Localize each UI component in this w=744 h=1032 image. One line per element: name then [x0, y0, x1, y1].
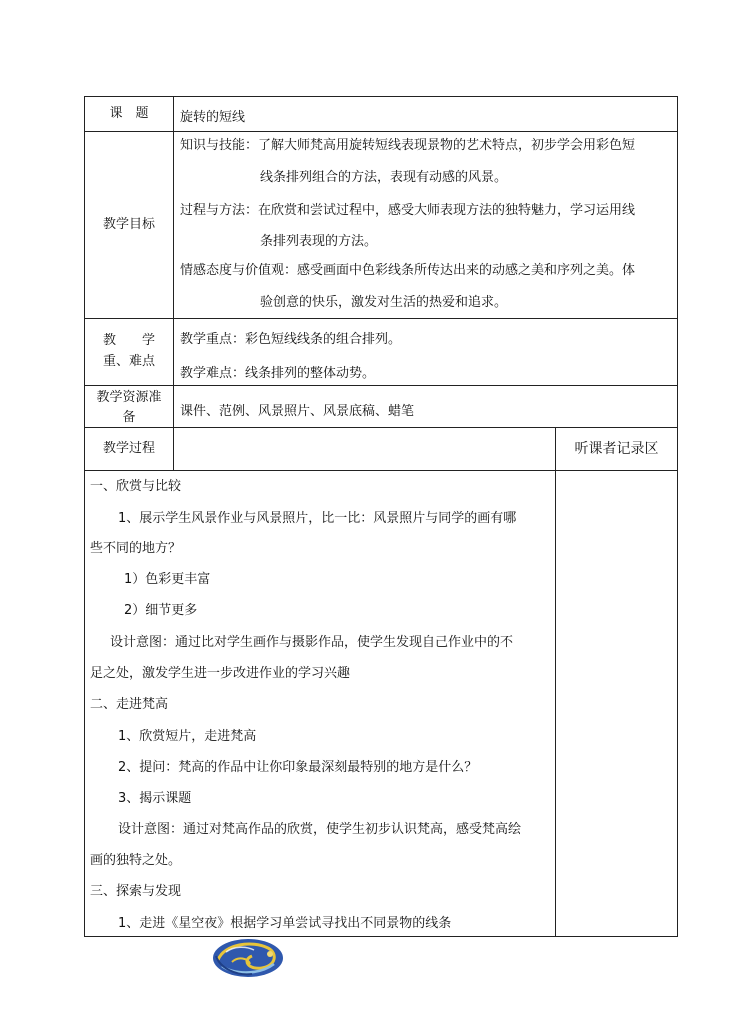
objective-line: 验创意的快乐，激发对生活的热爱和追求。: [260, 295, 508, 310]
section-heading: 三、探索与发现: [90, 884, 182, 899]
process-label: 教学过程: [102, 441, 155, 456]
notes-area-label: 听课者记录区: [574, 441, 659, 457]
objective-line: 情感态度与价值观：感受画面中色彩线条所传达出来的动感之美和序列之美。体: [180, 263, 636, 278]
process-line: 1）色彩更丰富: [124, 572, 211, 587]
design-intent-line: 画的独特之处。: [90, 853, 182, 868]
process-line: 1、走进《星空夜》根据学习单尝试寻找出不同景物的线条: [118, 916, 452, 931]
resources-label-line2: 备: [122, 410, 136, 425]
process-line: 2、提问：梵高的作品中让你印象最深刻最特别的地方是什么？: [118, 760, 478, 775]
process-line: 3、揭示课题: [118, 791, 192, 806]
section-heading: 一、欣赏与比较: [90, 479, 182, 494]
starry-night-swirl-image: [212, 938, 284, 978]
key-points-label-line2: 重、难点: [102, 354, 155, 369]
topic-value: 旋转的短线: [180, 110, 246, 125]
topic-label: 课 题: [109, 106, 149, 121]
design-intent-line: 设计意图：通过比对学生画作与摄影作品，使学生发现自己作业中的不: [110, 635, 514, 650]
objective-line: 线条排列组合的方法，表现有动感的风景。: [260, 170, 508, 185]
key-points-label-line1: 教 学: [102, 333, 155, 348]
process-line: 1、欣赏短片，走进梵高: [118, 729, 257, 744]
process-line: 2）细节更多: [124, 603, 198, 618]
objective-line: 条排列表现的方法。: [260, 234, 378, 249]
resources-label-line1: 教学资源准: [96, 390, 162, 405]
objectives-label: 教学目标: [102, 217, 155, 232]
objective-line: 过程与方法：在欣赏和尝试过程中，感受大师表现方法的独特魅力，学习运用线: [180, 203, 636, 218]
process-line: 些不同的地方？: [90, 541, 182, 556]
difficulty-line: 教学难点：线条排列的整体动势。: [180, 366, 376, 381]
section-heading: 二、走进梵高: [90, 697, 169, 712]
design-intent-line: 足之处，激发学生进一步改进作业的学习兴趣: [90, 666, 351, 681]
objective-line: 知识与技能：了解大师梵高用旋转短线表现景物的艺术特点，初步学会用彩色短: [180, 138, 636, 153]
process-line: 1、展示学生风景作业与风景照片，比一比：风景照片与同学的画有哪: [118, 511, 517, 526]
key-point-line: 教学重点：彩色短线线条的组合排列。: [180, 332, 402, 347]
design-intent-line: 设计意图：通过对梵高作品的欣赏，使学生初步认识梵高，感受梵高绘: [118, 822, 522, 837]
resources-value: 课件、范例、风景照片、风景底稿、蜡笔: [180, 404, 415, 419]
